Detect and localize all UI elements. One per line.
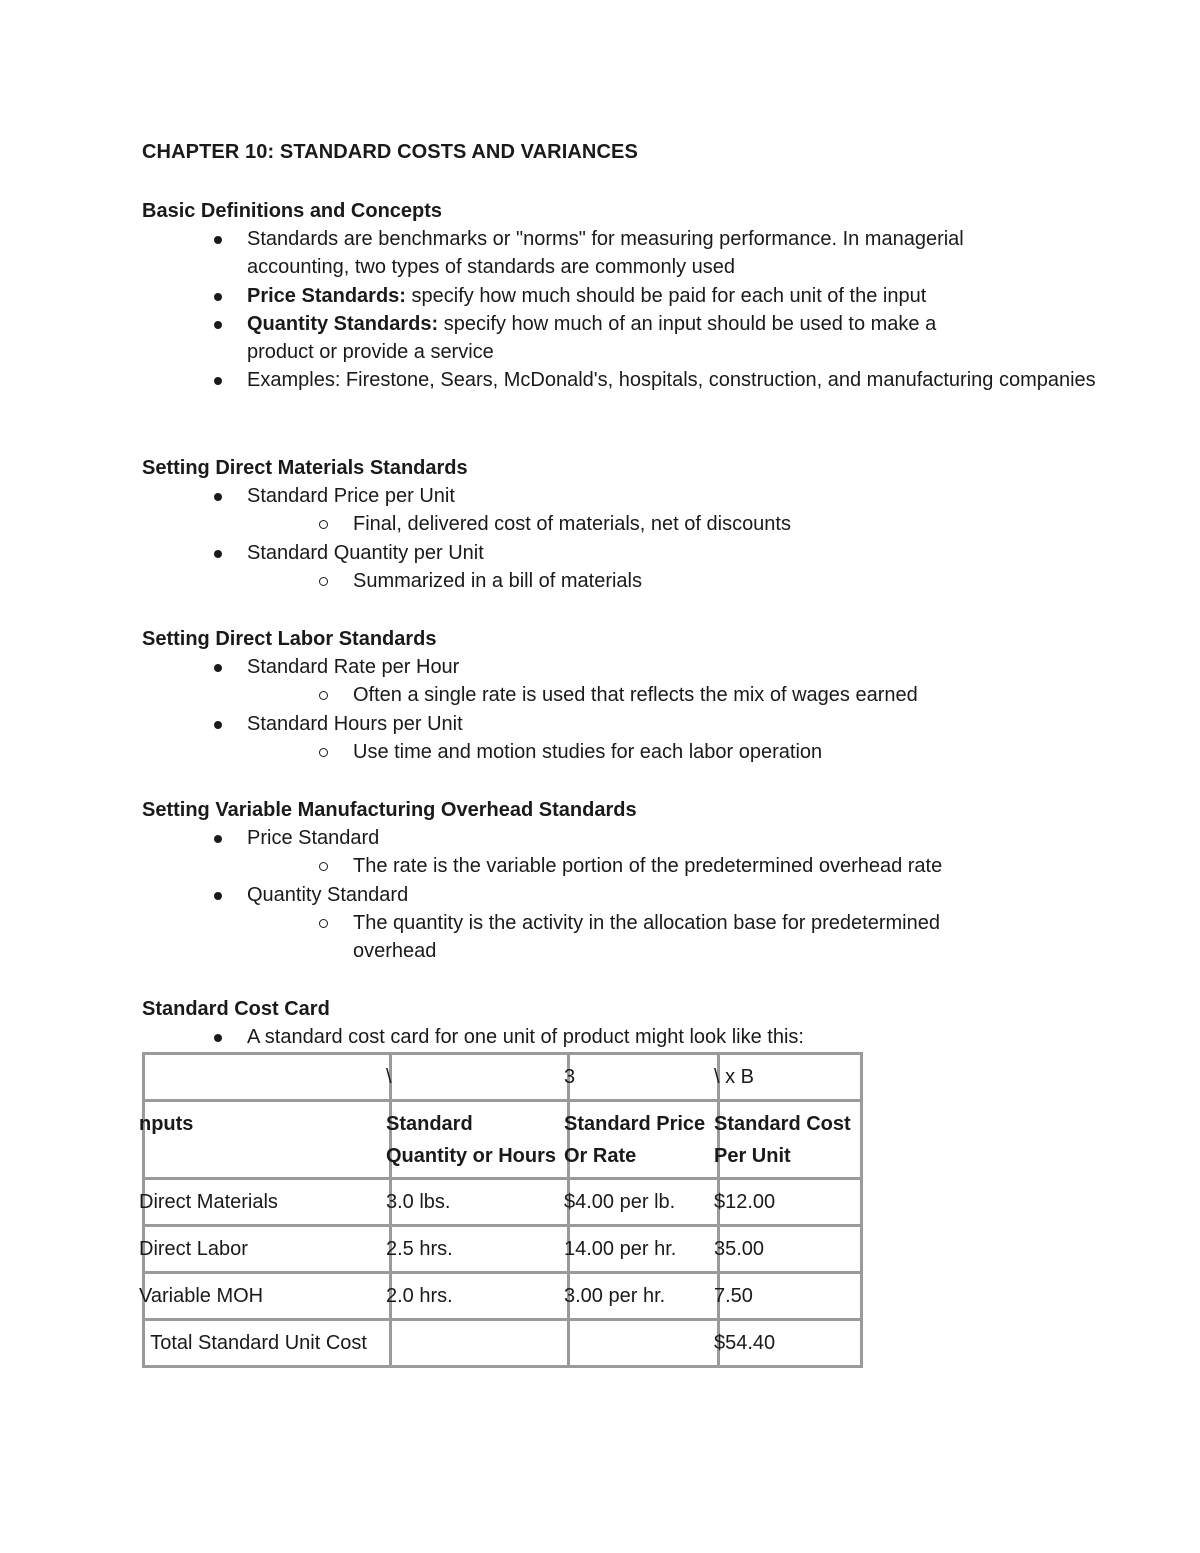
table-row — [144, 1179, 862, 1226]
list-item — [142, 366, 1102, 394]
table-cell — [564, 1273, 719, 1320]
section-heading: Setting Direct Labor Standards — [142, 628, 437, 650]
cell-text: 3.0 lbs. — [386, 1190, 451, 1213]
table-cell — [386, 1179, 569, 1226]
table-cell — [139, 1273, 391, 1320]
standard-cost-card-table — [139, 1052, 863, 1368]
cell-text: Direct Materials — [139, 1190, 278, 1213]
item-text: specify how much should be paid for each unit of the input — [405, 284, 927, 307]
list-item: Standard Price per Unit — [142, 482, 1102, 510]
table-cell — [714, 1226, 862, 1273]
section-direct-materials — [142, 454, 1102, 595]
table-header-row — [144, 1101, 862, 1179]
sub-list-item: The rate is the variable portion of the predetermined overhead rate — [142, 852, 1102, 880]
list-item: Standard Rate per Hour — [142, 653, 1102, 681]
cell-text: 14.00 per hr. — [564, 1237, 677, 1260]
table-cell — [569, 1320, 719, 1367]
table-cell — [386, 1273, 569, 1320]
sub-list-item: Summarized in a bill of materials — [142, 567, 1102, 595]
list-item: Standard Hours per Unit — [142, 710, 1102, 738]
cell-text: 3 — [564, 1065, 576, 1088]
list-item: A standard cost card for one unit of product might look like this: — [142, 1023, 1102, 1051]
list-item — [142, 310, 1102, 367]
cell-text: $12.00 — [714, 1190, 776, 1213]
cell-text: \ x B — [714, 1065, 755, 1088]
bullet-list — [142, 653, 1102, 766]
list-item — [142, 225, 1102, 282]
list-item: Quantity Standard — [142, 881, 1102, 909]
table-row — [144, 1054, 862, 1101]
table-cell — [564, 1179, 719, 1226]
section-heading: Setting Variable Manufacturing Overhead Standards — [142, 799, 637, 821]
cell-text: 7.50 — [714, 1284, 753, 1307]
cell-text: nputs — [139, 1113, 194, 1135]
table-cell — [386, 1054, 569, 1101]
table-header-cell — [564, 1101, 719, 1179]
sub-list-item: The quantity is the activity in the allocation base for predetermined overhead — [142, 909, 1102, 966]
section-heading: Standard Cost Card — [142, 998, 330, 1020]
table-row — [144, 1226, 862, 1273]
section-variable-overhead — [142, 796, 1102, 965]
cell-text: Quantity or Hours — [386, 1145, 557, 1167]
cell-text: $4.00 per lb. — [564, 1190, 676, 1213]
item-text: Standards are benchmarks or "norms" for measuring performance. In managerial accounting, two types of standards are commonly used — [247, 228, 964, 279]
section-direct-labor — [142, 625, 1102, 766]
sub-list-item: Use time and motion studies for each labor operation — [142, 738, 1102, 766]
section-standard-cost-card — [142, 995, 1102, 1051]
table-cell — [714, 1273, 862, 1320]
cell-text: Or Rate — [564, 1145, 637, 1167]
list-item — [142, 282, 1102, 310]
sub-list-item: Often a single rate is used that reflects the mix of wages earned — [142, 681, 1102, 709]
cell-text: 2.0 hrs. — [386, 1284, 453, 1307]
cell-text: 35.00 — [714, 1237, 765, 1260]
table-cell — [139, 1179, 391, 1226]
cell-text: Variable MOH — [139, 1284, 264, 1307]
table-cell — [139, 1226, 391, 1273]
cell-text: Direct Labor — [139, 1237, 248, 1260]
cell-text: 3.00 per hr. — [564, 1284, 666, 1307]
cell-text: $54.40 — [714, 1331, 776, 1354]
table-cell — [386, 1226, 569, 1273]
bullet-list — [142, 225, 1102, 395]
table-header-cell — [139, 1101, 391, 1179]
bullet-list — [142, 1023, 1102, 1051]
item-text: specify how much of an input should be used to make a product or provide a service — [247, 312, 937, 364]
cell-text: \ — [386, 1065, 392, 1088]
table-cell — [144, 1320, 391, 1367]
table-cell — [564, 1054, 719, 1101]
section-heading: Setting Direct Materials Standards — [142, 457, 468, 479]
table-cell — [714, 1054, 862, 1101]
section-heading: Basic Definitions and Concepts — [142, 200, 443, 222]
table-header-cell — [386, 1101, 569, 1179]
table-header-cell — [714, 1101, 862, 1179]
table-cell — [714, 1320, 862, 1367]
table-row — [144, 1273, 862, 1320]
cell-text: Standard Cost — [714, 1113, 851, 1135]
sub-list-item: Final, delivered cost of materials, net of discounts — [142, 510, 1102, 538]
cell-text: Standard Price — [564, 1113, 706, 1135]
list-item: Price Standard — [142, 824, 1102, 852]
cell-text: Per Unit — [714, 1145, 791, 1167]
cell-text: Total Standard Unit Cost — [145, 1331, 367, 1354]
table-cell — [144, 1054, 391, 1101]
table-cell — [714, 1179, 862, 1226]
table-total-row — [144, 1320, 862, 1367]
bullet-list — [142, 824, 1102, 965]
section-basic-definitions — [142, 197, 1102, 395]
table-cell — [564, 1226, 719, 1273]
table-cell — [391, 1320, 569, 1367]
cell-text: Standard — [386, 1113, 473, 1135]
bullet-list — [142, 482, 1102, 595]
cell-text: 2.5 hrs. — [386, 1237, 453, 1260]
item-term: Quantity Standards: — [247, 312, 439, 335]
list-item: Standard Quantity per Unit — [142, 539, 1102, 567]
item-text: Examples: Firestone, Sears, McDonald's, hospitals, construction, and manufacturing companies — [247, 369, 1096, 392]
item-term: Price Standards: — [247, 284, 406, 307]
chapter-title: CHAPTER 10: STANDARD COSTS AND VARIANCES — [142, 141, 638, 163]
